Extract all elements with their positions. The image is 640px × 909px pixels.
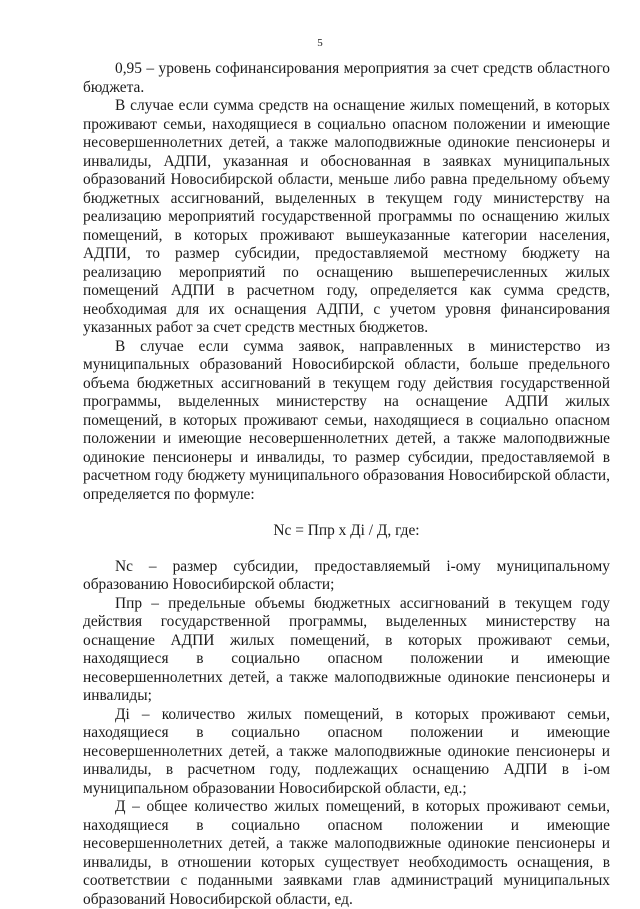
paragraph-subsidy-case-two: В случае если сумма заявок, направленных в министерство из муниципальных образований Новосибирской области, больше предельного объема бюджетных ассигнований в текущем году действия государственной программы, выделенных министерству на оснащение АДПИ жилых помещений, в которых проживают семьи, находящиеся в социально опасном положении и имеющие несовершеннолетних детей, а также малоподвижные одинокие пенсионеры и инвалиды, то размер субсидии, предоставляемой в расчетном году бюджету муниципального образования Новосибирской области, определяется по формуле: (83, 337, 610, 503)
paragraph-cofinancing-level: 0,95 – уровень софинансирования мероприятия за счет средств областного бюджета. (83, 60, 610, 96)
subsidy-formula: Nc = Ппр x Дi / Д, где: (273, 522, 420, 539)
page-number: 5 (317, 37, 323, 49)
definition-di: Дi – количество жилых помещений, в которых проживают семьи, находящиеся в социально опасном положении и имеющие несовершеннолетних детей, а также малоподвижные одинокие пенсионеры и инвалиды, в расчетном году, подлежащих оснащению АДПИ в i-ом муниципальном образовании Новосибирской области, ед.; (83, 705, 610, 797)
definition-d: Д – общее количество жилых помещений, в которых проживают семьи, находящиеся в социально опасном положении и имеющие несовершеннолетних детей, а также малоподвижные одинокие пенсионеры и инвалиды, в отношении которых существует необходимость оснащения, в соответствии с поданными заявками глав администраций муниципальных образований Новосибирской области, ед. (83, 798, 610, 908)
paragraph-subsidy-case-one: В случае если сумма средств на оснащение жилых помещений, в которых проживают семьи, находящиеся в социально опасном положении и имеющие несовершеннолетних детей, а также малоподвижные одинокие пенсионеры и инвалиды, АДПИ, указанная и обоснованная в заявках муниципальных образований Новосибирской области, меньше либо равна предельному объему бюджетных ассигнований, выделенных в текущем году министерству на реализацию мероприятий государственной программы по оснащению жилых помещений, в которых проживают вышеуказанные категории населения, АДПИ, то размер субсидии, предоставляемой местному бюджету на реализацию мероприятий по оснащению вышеперечисленных жилых помещений АДПИ в расчетном году, определяется как сумма средств, необходимая для их оснащения АДПИ, с учетом уровня финансирования указанных работ за счет средств местных бюджетов. (83, 97, 610, 336)
definition-nc: Nc – размер субсидии, предоставляемый i-ому муниципальному образованию Новосибирской области; (83, 557, 610, 593)
document-body (83, 60, 610, 909)
definition-ppr: Ппр – предельные объемы бюджетных ассигнований в текущем году действия государственной программы, выделенных министерству на оснащение АДПИ жилых помещений, в которых проживают семьи, находящиеся в социально опасном положении и имеющие несовершеннолетних детей, а также малоподвижные одинокие пенсионеры и инвалиды; (83, 594, 610, 704)
